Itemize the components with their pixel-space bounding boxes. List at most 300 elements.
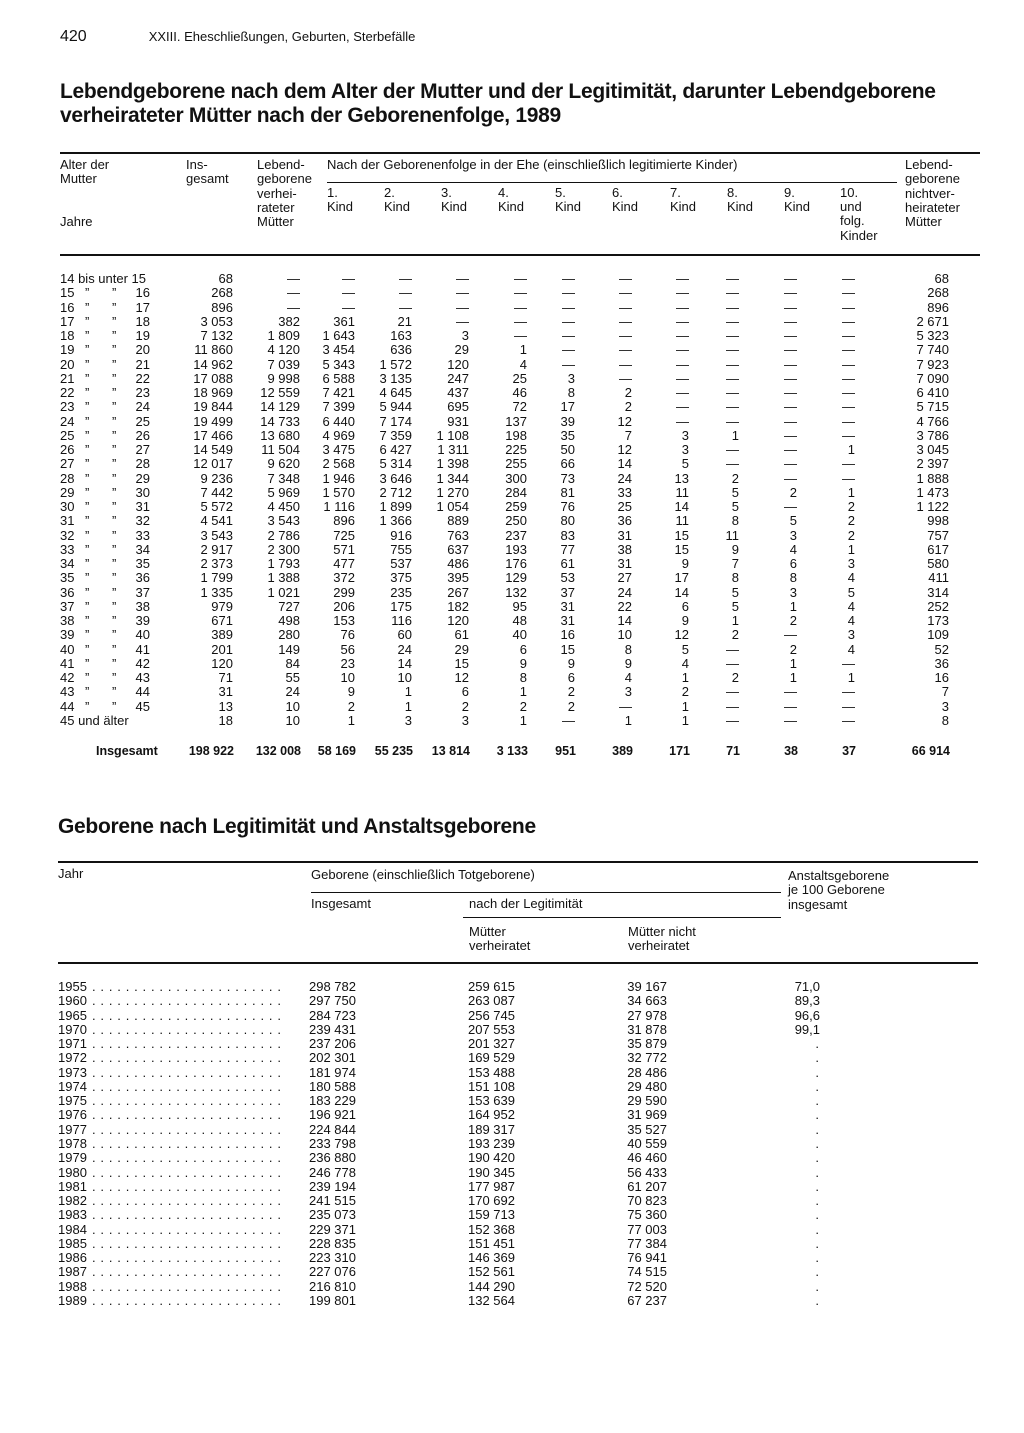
- cell-value: 8: [567, 385, 575, 400]
- age-to: 31: [135, 499, 150, 514]
- age-from: 27: [60, 456, 75, 472]
- table-row: [0, 1223, 1024, 1237]
- cell-value: 5 323: [916, 328, 949, 343]
- cell-value: 3: [941, 698, 949, 714]
- cell-value: —: [342, 271, 355, 286]
- cell-value: 3 135: [379, 370, 412, 386]
- ditto-mark: ”: [112, 328, 117, 343]
- cell-value: 1 572: [379, 356, 412, 372]
- cell-value: 206: [333, 598, 355, 614]
- cell-value: 8: [731, 570, 739, 586]
- cell-value: —: [399, 285, 412, 301]
- cell-value: —: [562, 342, 575, 358]
- cell-value: 76: [560, 499, 575, 514]
- cell-value: 314: [927, 584, 949, 600]
- table-row: [0, 400, 1024, 414]
- unmarried-cell: 67 237: [627, 1292, 667, 1308]
- cell-value: 4: [847, 570, 855, 586]
- cell-value: 2 373: [200, 556, 233, 571]
- cell-value: 1 366: [379, 513, 412, 529]
- cell-value: 50: [560, 442, 575, 457]
- table-row: [0, 1080, 1024, 1094]
- age-to: 38: [135, 598, 150, 614]
- births-total-cell: 239 431: [309, 1021, 356, 1037]
- cell-value: —: [784, 370, 797, 386]
- cell-value: 5 944: [379, 399, 412, 415]
- total-value: 37: [842, 744, 856, 758]
- year-cell: 1988: [58, 1278, 87, 1294]
- cell-value: 16: [934, 670, 949, 685]
- births-total-cell: 180 588: [309, 1078, 356, 1094]
- year-cell: 1965: [58, 1007, 87, 1023]
- cell-value: 5 314: [379, 456, 412, 472]
- age-from: 43: [60, 684, 75, 700]
- table-row: [0, 1094, 1024, 1108]
- total-value: 58 169: [317, 744, 356, 758]
- cell-value: —: [784, 499, 797, 514]
- year-cell: 1977: [58, 1121, 87, 1137]
- cell-value: 5: [847, 584, 855, 600]
- cell-value: 18: [218, 712, 233, 728]
- cell-value: 5 572: [200, 499, 233, 514]
- ditto-mark: ”: [112, 356, 117, 372]
- cell-value: 389: [211, 627, 233, 643]
- cell-value: —: [842, 370, 855, 386]
- cell-value: 173: [927, 613, 949, 628]
- cell-value: 120: [447, 613, 469, 628]
- cell-value: 3 053: [200, 313, 233, 329]
- order-col-header: 4. Kind: [498, 185, 525, 215]
- total-header: Ins- gesamt: [186, 157, 229, 187]
- order-col-header: 2. Kind: [384, 185, 411, 215]
- cell-value: 8: [519, 670, 527, 685]
- ditto-mark: ”: [112, 527, 117, 543]
- ditto-mark: ”: [85, 385, 90, 400]
- ditto-mark: ”: [85, 655, 90, 671]
- cell-value: 3: [847, 627, 855, 643]
- cell-value: —: [676, 399, 689, 415]
- cell-value: 14: [617, 613, 632, 628]
- order-col-header: 8. Kind: [727, 185, 754, 215]
- ditto-mark: ”: [112, 513, 117, 529]
- unmarried-cell: 29 590: [627, 1093, 667, 1109]
- cell-value: 10: [340, 670, 355, 685]
- unmarried-cell: 72 520: [627, 1278, 667, 1294]
- cell-value: —: [514, 313, 527, 329]
- ditto-mark: ”: [112, 313, 117, 329]
- age-from: 37: [60, 598, 75, 614]
- age-from: 38: [60, 613, 75, 628]
- cell-value: 9: [731, 541, 739, 557]
- unmarried-cell: 35 527: [627, 1121, 667, 1137]
- ditto-mark: ”: [112, 670, 117, 685]
- cell-value: —: [676, 328, 689, 343]
- age-to: 43: [135, 670, 150, 685]
- year-cell: 1960: [58, 993, 87, 1009]
- legitimacy-rule: [463, 917, 781, 918]
- cell-value: —: [784, 313, 797, 329]
- cell-value: 4: [789, 541, 797, 557]
- married-cell: 153 639: [468, 1093, 515, 1109]
- unmarried-cell: 28 486: [627, 1064, 667, 1080]
- cell-value: —: [514, 328, 527, 343]
- cell-value: 571: [333, 541, 355, 557]
- total-row: [0, 744, 1024, 758]
- age-to: 20: [135, 342, 150, 358]
- page-number: 420: [60, 28, 87, 45]
- institution-cell: .: [815, 1107, 819, 1123]
- cell-value: 1 344: [436, 470, 469, 486]
- married-cell: 132 564: [468, 1292, 515, 1308]
- married-cell: 146 369: [468, 1250, 515, 1266]
- married-cell: 201 327: [468, 1036, 515, 1052]
- age-from: 21: [60, 370, 75, 386]
- cell-value: 1 270: [436, 484, 469, 500]
- table-row: [0, 1108, 1024, 1122]
- cell-value: —: [456, 271, 469, 286]
- cell-value: 671: [211, 613, 233, 628]
- cell-value: 18 969: [193, 385, 233, 400]
- cell-value: 15: [560, 641, 575, 657]
- age-from: 23: [60, 399, 75, 415]
- ditto-mark: ”: [85, 670, 90, 685]
- cell-value: 17 088: [193, 370, 233, 386]
- cell-value: 4 766: [916, 413, 949, 429]
- cell-value: 175: [390, 598, 412, 614]
- cell-value: 7: [731, 556, 739, 571]
- cell-value: 53: [560, 570, 575, 586]
- table-row: [0, 1137, 1024, 1151]
- unmarried-cell: 31 969: [627, 1107, 667, 1123]
- cell-value: 4: [847, 613, 855, 628]
- total-value: 13 814: [431, 744, 470, 758]
- institution-cell: .: [815, 1064, 819, 1080]
- year-cell: 1985: [58, 1235, 87, 1251]
- institution-cell: .: [815, 1150, 819, 1166]
- unmarried-cell: 56 433: [627, 1164, 667, 1180]
- unmarried-cell: 75 360: [627, 1207, 667, 1223]
- cell-value: 2: [789, 613, 797, 628]
- cell-value: 16: [560, 627, 575, 643]
- cell-value: 1 888: [916, 470, 949, 486]
- married-cell: 263 087: [468, 993, 515, 1009]
- cell-value: 1: [847, 670, 855, 685]
- cell-value: 8: [789, 570, 797, 586]
- cell-value: 931: [447, 413, 469, 429]
- cell-value: 267: [447, 584, 469, 600]
- age-from: 40: [60, 641, 75, 657]
- age-from: 44: [60, 698, 75, 714]
- cell-value: 61: [560, 556, 575, 571]
- cell-value: —: [514, 285, 527, 301]
- cell-value: 3: [567, 370, 575, 386]
- table-row: [0, 1251, 1024, 1265]
- cell-value: 129: [505, 570, 527, 586]
- cell-value: 11: [675, 484, 689, 500]
- cell-value: 76: [340, 627, 355, 643]
- cell-value: 4: [681, 655, 689, 671]
- leader-dots: . . . . . . . . . . . . . . . . . . . . . . .: [92, 993, 282, 1009]
- order-col-header: 9. Kind: [784, 185, 811, 215]
- leader-dots: . . . . . . . . . . . . . . . . . . . . . . .: [92, 1007, 282, 1023]
- cell-value: 12: [454, 670, 469, 685]
- ditto-mark: ”: [112, 684, 117, 700]
- cell-value: —: [842, 698, 855, 714]
- cell-value: 10: [285, 712, 300, 728]
- births-total-cell: 297 750: [309, 993, 356, 1009]
- cell-value: —: [287, 285, 300, 301]
- births-total-cell: 223 310: [309, 1250, 356, 1266]
- cell-value: 14: [674, 499, 689, 514]
- ditto-mark: ”: [85, 413, 90, 429]
- births-total-cell: 236 880: [309, 1150, 356, 1166]
- cell-value: 182: [447, 598, 469, 614]
- year-cell: 1987: [58, 1264, 87, 1280]
- cell-value: 9: [567, 655, 575, 671]
- cell-value: 372: [333, 570, 355, 586]
- leader-dots: . . . . . . . . . . . . . . . . . . . . . . .: [92, 979, 282, 994]
- age-to: 30: [135, 484, 150, 500]
- cell-value: 4 969: [322, 427, 355, 443]
- cell-value: 3 454: [322, 342, 355, 358]
- cell-value: 268: [927, 285, 949, 301]
- cell-value: 24: [285, 684, 300, 700]
- cell-value: 56: [340, 641, 355, 657]
- ditto-mark: ”: [112, 470, 117, 486]
- birth-order-span-header: Nach der Geborenenfolge in der Ehe (einschließlich legitimierte Kinder): [327, 157, 738, 172]
- cell-value: 2 671: [916, 313, 949, 329]
- table-row: [0, 386, 1024, 400]
- cell-value: 4: [847, 598, 855, 614]
- cell-value: 176: [505, 556, 527, 571]
- table-row: [0, 586, 1024, 600]
- age-to: 17: [135, 299, 150, 315]
- cell-value: 2: [847, 513, 855, 529]
- year-cell: 1973: [58, 1064, 87, 1080]
- ditto-mark: ”: [85, 598, 90, 614]
- birth-order-rule: [327, 182, 897, 183]
- year-cell: 1970: [58, 1021, 87, 1037]
- institution-cell: 71,0: [794, 979, 820, 994]
- cell-value: —: [342, 285, 355, 301]
- age-header: Alter der Mutter: [60, 157, 110, 187]
- unmarried-cell: 77 003: [627, 1221, 667, 1237]
- ditto-mark: ”: [85, 627, 90, 643]
- ditto-mark: ”: [85, 328, 90, 343]
- cell-value: —: [562, 285, 575, 301]
- table-row: [0, 415, 1024, 429]
- institution-cell: .: [815, 1178, 819, 1194]
- cell-value: —: [784, 271, 797, 286]
- age-to: 18: [135, 313, 150, 329]
- cell-value: 120: [447, 356, 469, 372]
- cell-value: 3: [789, 584, 797, 600]
- cell-value: 14: [674, 584, 689, 600]
- cell-value: 14 733: [260, 413, 300, 429]
- cell-value: 5: [681, 456, 689, 472]
- cell-value: 250: [505, 513, 527, 529]
- leader-dots: . . . . . . . . . . . . . . . . . . . . . . .: [92, 1264, 282, 1280]
- leader-dots: . . . . . . . . . . . . . . . . . . . . . . .: [92, 1193, 282, 1209]
- cell-value: 1: [847, 484, 855, 500]
- cell-value: —: [784, 356, 797, 372]
- cell-value: 9: [347, 684, 355, 700]
- cell-value: 1 899: [379, 499, 412, 514]
- table-row: [0, 1023, 1024, 1037]
- cell-value: 80: [560, 513, 575, 529]
- cell-value: 9 998: [267, 370, 300, 386]
- ditto-mark: ”: [112, 399, 117, 415]
- cell-value: 4 541: [200, 513, 233, 529]
- cell-value: 2: [567, 684, 575, 700]
- year-cell: 1980: [58, 1164, 87, 1180]
- cell-value: —: [784, 712, 797, 728]
- cell-value: 2: [347, 698, 355, 714]
- table-row: [0, 614, 1024, 628]
- ditto-mark: ”: [85, 613, 90, 628]
- cell-value: 725: [333, 527, 355, 543]
- cell-value: 3: [461, 328, 469, 343]
- age-to: 25: [135, 413, 150, 429]
- cell-value: 9 236: [200, 470, 233, 486]
- age-from: 39: [60, 627, 75, 643]
- table-row: [0, 643, 1024, 657]
- cell-value: —: [784, 442, 797, 457]
- cell-value: 55: [285, 670, 300, 685]
- cell-value: —: [619, 370, 632, 386]
- cell-value: —: [676, 342, 689, 358]
- cell-value: 1 108: [436, 427, 469, 443]
- cell-value: 2: [847, 499, 855, 514]
- cell-value: —: [842, 684, 855, 700]
- institution-cell: .: [815, 1050, 819, 1066]
- cell-value: —: [726, 328, 739, 343]
- table2-header-rule: [58, 962, 978, 964]
- cell-value: 1: [847, 541, 855, 557]
- year-cell: 1971: [58, 1036, 87, 1052]
- unmarried-cell: 32 772: [627, 1050, 667, 1066]
- cell-value: 437: [447, 385, 469, 400]
- cell-value: 1 799: [200, 570, 233, 586]
- cell-value: 889: [447, 513, 469, 529]
- cell-value: 1 473: [916, 484, 949, 500]
- cell-value: 255: [505, 456, 527, 472]
- ditto-mark: ”: [112, 584, 117, 600]
- cell-value: 25: [512, 370, 527, 386]
- births-span-rule: [311, 892, 781, 893]
- table-row: [0, 543, 1024, 557]
- unmarried-cell: 61 207: [627, 1178, 667, 1194]
- table-row: [0, 1208, 1024, 1222]
- table-row: [0, 372, 1024, 386]
- cell-value: 486: [447, 556, 469, 571]
- cell-value: 29: [454, 641, 469, 657]
- married-cell: 159 713: [468, 1207, 515, 1223]
- cell-value: 252: [927, 598, 949, 614]
- births-total-cell: 181 974: [309, 1064, 356, 1080]
- cell-value: 580: [927, 556, 949, 571]
- cell-value: 2: [731, 470, 739, 486]
- cell-value: 636: [390, 342, 412, 358]
- table-row: [0, 1151, 1024, 1165]
- cell-value: 3: [789, 527, 797, 543]
- ditto-mark: ”: [85, 698, 90, 714]
- cell-value: 1 122: [916, 499, 949, 514]
- ditto-mark: ”: [112, 598, 117, 614]
- cell-value: 14: [397, 655, 412, 671]
- married-cell: 151 108: [468, 1078, 515, 1094]
- unmarried-cell: 31 878: [627, 1021, 667, 1037]
- cell-value: 29: [454, 342, 469, 358]
- cell-value: 132: [505, 584, 527, 600]
- age-to: 21: [135, 356, 150, 372]
- ditto-mark: ”: [112, 285, 117, 301]
- married-cell: 259 615: [468, 979, 515, 994]
- births-total-cell: 199 801: [309, 1292, 356, 1308]
- cell-value: —: [676, 385, 689, 400]
- cell-value: —: [726, 385, 739, 400]
- cell-value: 14 129: [260, 399, 300, 415]
- leader-dots: . . . . . . . . . . . . . . . . . . . . . . .: [92, 1121, 282, 1137]
- cell-value: —: [676, 285, 689, 301]
- legitimacy-header: nach der Legitimität: [469, 896, 583, 911]
- cell-value: 7 442: [200, 484, 233, 500]
- ditto-mark: ”: [85, 427, 90, 443]
- cell-value: —: [726, 684, 739, 700]
- cell-value: 1 398: [436, 456, 469, 472]
- cell-value: 19 499: [193, 413, 233, 429]
- cell-value: —: [287, 271, 300, 286]
- year-cell: 1978: [58, 1135, 87, 1151]
- ditto-mark: ”: [85, 527, 90, 543]
- year-cell: 1975: [58, 1093, 87, 1109]
- cell-value: —: [726, 342, 739, 358]
- cell-value: 1 388: [267, 570, 300, 586]
- cell-value: 2: [567, 698, 575, 714]
- cell-value: —: [842, 712, 855, 728]
- leader-dots: . . . . . . . . . . . . . . . . . . . . . . .: [92, 1235, 282, 1251]
- table-row: [0, 443, 1024, 457]
- cell-value: —: [287, 299, 300, 315]
- age-from: 45 und älter: [60, 712, 129, 728]
- table2-top-rule: [58, 861, 978, 863]
- cell-value: 7: [624, 427, 632, 443]
- cell-value: —: [842, 655, 855, 671]
- age-to: 36: [135, 570, 150, 586]
- married-cell: 152 368: [468, 1221, 515, 1237]
- table-row: [0, 1009, 1024, 1023]
- cell-value: 17: [674, 570, 689, 586]
- cell-value: —: [399, 299, 412, 315]
- cell-value: 7 399: [322, 399, 355, 415]
- order-col-header: 1. Kind: [327, 185, 354, 215]
- year-cell: 1955: [58, 979, 87, 994]
- cell-value: 1: [404, 698, 412, 714]
- leader-dots: . . . . . . . . . . . . . . . . . . . . . . .: [92, 1107, 282, 1123]
- cell-value: —: [399, 271, 412, 286]
- tenth-child-header: und folg. Kinder: [840, 199, 878, 243]
- ditto-mark: ”: [85, 356, 90, 372]
- age-from: 35: [60, 570, 75, 586]
- cell-value: 757: [927, 527, 949, 543]
- age-to: 39: [135, 613, 150, 628]
- cell-value: 1 643: [322, 328, 355, 343]
- cell-value: 763: [447, 527, 469, 543]
- age-from: 16: [60, 299, 75, 315]
- leader-dots: . . . . . . . . . . . . . . . . . . . . . . .: [92, 1164, 282, 1180]
- table-row: [0, 994, 1024, 1008]
- ditto-mark: ”: [85, 370, 90, 386]
